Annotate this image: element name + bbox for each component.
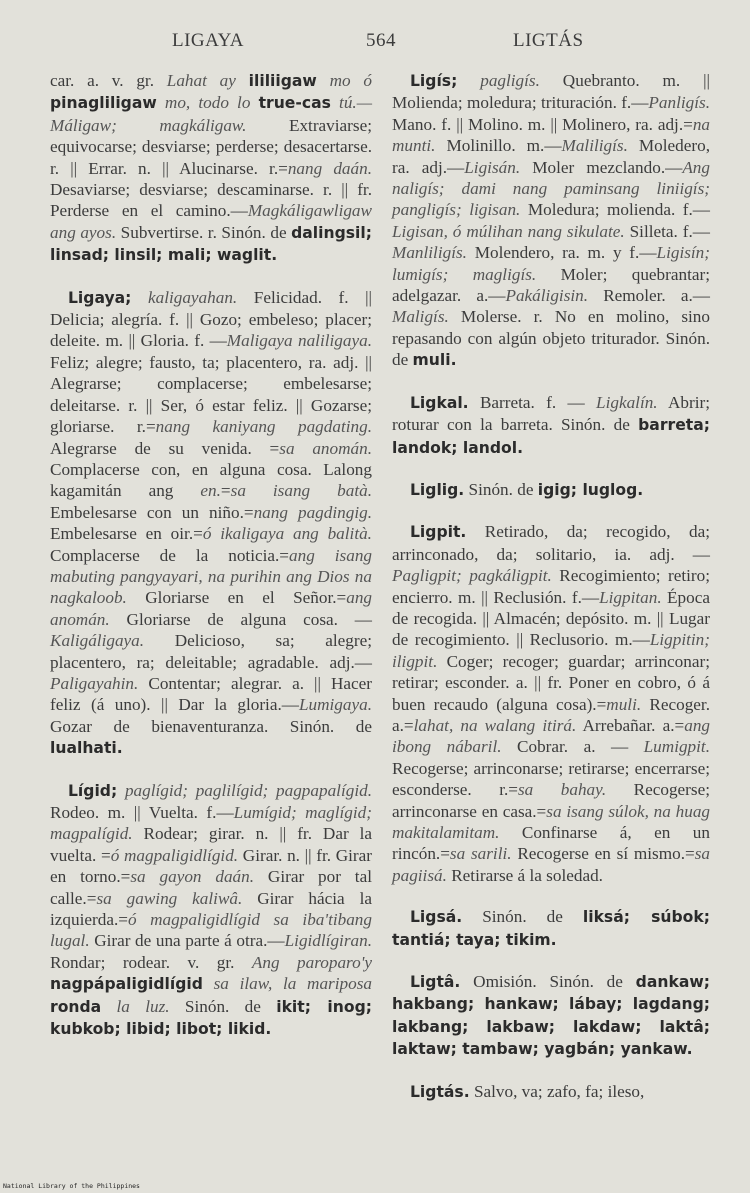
tagalog-form: Ang paroparo'y	[251, 952, 373, 972]
tagalog-form: Ligkalín.	[596, 392, 658, 412]
dictionary-entry: Ligsá. Sinón. de liksá; súbok; tantiá; taya; tikim.	[392, 907, 710, 949]
tagalog-form: Pagligpit; pagkáligpit.	[392, 566, 552, 586]
tagalog-form: ó magpaligidlígid sa iba'tibang lugal.	[50, 910, 372, 951]
bold-term: muli.	[412, 351, 457, 370]
tagalog-form: sa ilaw, la mariposa	[213, 974, 372, 994]
header-left-word: LIGAYA	[172, 30, 244, 51]
bold-term: pinagliligaw	[50, 94, 157, 113]
tagalog-form: muli.	[606, 694, 642, 714]
tagalog-form: sa sarili.	[449, 844, 512, 864]
tagalog-form: sa anomán.	[279, 438, 372, 458]
headword: Ligtás.	[410, 1082, 470, 1101]
tagalog-form: sa bahay.	[517, 780, 607, 800]
tagalog-form: Manliligís.	[392, 243, 467, 263]
tagalog-form: Ligidlígiran.	[284, 931, 372, 951]
tagalog-form: Ang naligís; dami nang paminsang liniigís; pangligís; ligisan.	[392, 157, 710, 220]
tagalog-form: Panligís.	[648, 93, 710, 113]
tagalog-form: sa isang súlok, na huag makitalamitam.	[392, 801, 711, 842]
bold-term: liksá; súbok; tantiá; taya; tikim.	[392, 908, 710, 949]
headword: Lígid;	[68, 781, 118, 800]
dictionary-entry: Ligpit. Retirado, da; recogido, da; arrinconado, da; solitario, ia. adj. —Pagligpit; pagkáligpit. Recogimiento; retiro; encierro. m. || Reclusión. f.—Ligpitan. Época de recogida. || Almacén; depósito. m. || Lugar de recogimiento. || Reclusorio. m.—Ligpitin; iligpit. Coger; recoger; guardar; arrinconar; retirar; esconder. a. || fr. Poner en cobro, ó á buen recaudo (alguna cosa).=muli. Recoger. a.=lahat, na walang itirá. Arrebañar. a.=ang ibong nábaril. Cobrar. a. — Lumigpit. Recogerse; arrinconarse; retirarse; encerrarse; esconderse. r.=sa bahay. Recogerse; arrinconarse en casa.=sa isang súlok, na huag makitalamitam. Confinarse á, en un rincón.=sa sarili. Recogerse en sí mismo.=sa pagiisá. Retirarse á la soledad.	[392, 522, 711, 885]
tagalog-form: la luz.	[116, 996, 170, 1016]
library-footer: National Library of the Philippines	[3, 1182, 140, 1190]
bold-term: ronda	[50, 997, 102, 1016]
headword: Ligaya;	[68, 288, 132, 307]
tagalog-form: Ligpitan.	[599, 587, 662, 607]
dictionary-entry: Ligtás. Salvo, va; zafo, fa; ileso,	[410, 1081, 645, 1101]
page-number: 564	[366, 30, 396, 51]
dictionary-entry: Ligaya; kaligayahan. Felicidad. f. || Delicia; alegría. f. || Gozo; embeleso; placer; deleite. m. || Gloria. f. —Maligaya naliligaya. Feliz; alegre; fausto, ta; placentero, ra. adj. || Alegrarse; complacerse; embelesarse; deleitarse. r. || Ser, ó estar feliz. || Gozarse; gloriarse. r.=nang kaniyang pagdating. Alegrarse de su venida. =sa anomán. Complacerse con, en alguna cosa. Lalong kagamitán ang en.=sa isang batà. Embelesarse con un niño.=nang pagdingig. Embelesarse en oir.=ó ikaligaya ang balità. Complacerse de la noticia.=ang isang mabuting pangyayari, na purihin ang Dios na nagkaloob. Gloriarse en el Señor.=ang anomán. Gloriarse de alguna cosa. —Kaligáligaya. Delicioso, sa; alegre; placentero, ra; deleitable; agradable. adj.—Paligayahin. Contentar; alegrar. a. || Hacer feliz (á uno). || Dar la gloria.—Lumigaya. Gozar de bienaventuranza. Sinón. de lualhati.	[50, 287, 373, 758]
tagalog-form: ang anomán.	[50, 588, 372, 629]
tagalog-form: Lumigaya.	[298, 695, 372, 715]
bold-term: igig; luglog.	[537, 480, 644, 499]
tagalog-form: sa gawing kaliwâ.	[96, 888, 243, 908]
tagalog-form: kaligayahan.	[147, 287, 238, 307]
tagalog-form: Lumigpit.	[643, 737, 710, 757]
bold-term: lualhati.	[50, 739, 123, 758]
dictionary-entry: Ligtâ. Omisión. Sinón. de dankaw; hakbang; hankaw; lábay; lagdang; lakbang; lakbaw; lakdaw; laktâ; laktaw; tambaw; yagbán; yankaw.	[392, 972, 710, 1059]
bold-term: nagpápaligidlígid	[50, 975, 203, 994]
tagalog-form: na munti.	[392, 114, 710, 156]
tagalog-form: mo ó	[329, 71, 372, 90]
header-right-word: LIGTÁS	[513, 30, 584, 51]
tagalog-form: ang isang mabuting pangyayari, na purihin ang Dios na nagkaloob.	[50, 545, 373, 608]
tagalog-form: Paligayahin.	[50, 673, 139, 693]
tagalog-form: Lahat ay	[166, 71, 236, 90]
tagalog-form: nang kaniyang pagdating.	[155, 417, 372, 437]
tagalog-form: Maliligís.	[561, 136, 628, 156]
left-column	[50, 70, 372, 1060]
tagalog-form: en.	[200, 481, 221, 501]
bold-term: barreta; landok; landol.	[392, 416, 710, 457]
tagalog-form: Pakáligisin.	[505, 286, 589, 306]
dictionary-entry: Ligkal. Barreta. f. — Ligkalín. Abrir; roturar con la barreta. Sinón. de barreta; landok; landol.	[392, 392, 710, 457]
tagalog-form: mo, todo lo	[164, 93, 251, 113]
tagalog-form: tú.—Máligaw; magkáligaw.	[50, 93, 372, 135]
dictionary-entry: car. a. v. gr. Lahat ay ililiigaw mo ó pinagliligaw mo, todo lo true-cas tú.—Máligaw; magkáligaw. Extraviarse; equivocarse; desviarse; perderse; desacertarse. r. || Errar. n. || Alucinarse. r.=nang daán. Desaviarse; desviarse; descaminarse. r. || fr. Perderse en el camino.—Magkáligawligaw ang ayos. Subvertirse. r. Sinón. de dalingsil; linsad; linsil; mali; waglit.	[50, 71, 373, 265]
dictionary-entry: Liglig. Sinón. de igig; luglog.	[410, 479, 644, 499]
bold-term: dalingsil; linsad; linsil; mali; waglit.	[50, 223, 372, 265]
tagalog-form: Magkáligawligaw ang ayos.	[50, 201, 372, 242]
headword: Liglig.	[410, 480, 465, 499]
tagalog-form: sa pagiisá.	[392, 844, 710, 885]
tagalog-form: Maligís.	[392, 307, 449, 327]
headword: Ligsá.	[410, 908, 463, 927]
tagalog-form: nang pagdingig.	[253, 502, 372, 522]
tagalog-form: pagligís.	[480, 71, 540, 90]
tagalog-form: ó magpaligidlígid.	[110, 845, 239, 865]
tagalog-form: lahat, na walang itirá.	[413, 715, 577, 735]
tagalog-form: paglígid; paglilígid; pagpapalígid.	[124, 780, 372, 800]
tagalog-form: sa isang batà.	[230, 481, 372, 501]
bold-term: true-cas	[258, 94, 331, 113]
tagalog-form: Ligisán.	[464, 157, 521, 177]
headword: Ligís;	[410, 72, 458, 90]
tagalog-form: Ligisín; lumigís; magligís.	[392, 243, 710, 284]
tagalog-form: sa gayon daán.	[130, 867, 255, 887]
tagalog-form: ang ibong nábaril.	[392, 715, 710, 757]
tagalog-form: Ligpitin; iligpit.	[392, 630, 710, 671]
tagalog-form: ó ikaligaya ang balità.	[202, 524, 372, 544]
bold-term: ikit; inog; kubkob; libid; libot; likid.	[50, 997, 372, 1039]
dictionary-entry: Ligís; pagligís. Quebranto. m. || Molienda; moledura; trituración. f.—Panligís. Mano. f. || Molino. m. || Molinero, ra. adj.=na munti. Molinillo. m.—Maliligís. Moledero, ra. adj.—Ligisán. Moler mezclando.—Ang naligís; dami nang paminsang liniigís; pangligís; ligisan. Moledura; molienda. f.—Ligisan, ó múlihan nang sikulate. Silleta. f.—Manliligís. Molendero, ra. m. y f.—Ligisín; lumigís; magligís. Moler; quebrantar; adelgazar. a.—Pakáligisin. Remoler. a.—Maligís. Molerse. r. No en molino, sino repasando con algún objeto triturador. Sinón. de muli.	[392, 71, 711, 370]
headword: Ligkal.	[410, 393, 469, 412]
running-header	[0, 30, 750, 60]
tagalog-form: Lumígid; maglígid; magpalígid.	[50, 803, 372, 844]
right-column	[392, 70, 710, 1123]
headword: Ligpit.	[410, 523, 467, 542]
headword: Ligtâ.	[410, 973, 461, 992]
tagalog-form: Kaligáligaya.	[50, 631, 145, 651]
dictionary-entry: Lígid; paglígid; paglilígid; pagpapalígid. Rodeo. m. || Vuelta. f.—Lumígid; maglígid; magpalígid. Rodear; girar. n. || fr. Dar la vuelta. =ó magpaligidlígid. Girar. n. || fr. Girar en torno.=sa gayon daán. Girar por tal calle.=sa gawing kaliwâ. Girar hácia la izquierda.=ó magpaligidlígid sa iba'tibang lugal. Girar de una parte á otra.—Ligidlígiran. Rondar; rodear. v. gr. Ang paroparo'y nagpápaligidlígid sa ilaw, la mariposa ronda la luz. Sinón. de ikit; inog; kubkob; libid; libot; likid.	[50, 780, 373, 1039]
tagalog-form: nang daán.	[287, 158, 373, 178]
tagalog-form: Ligisan, ó múlihan nang sikulate.	[392, 221, 625, 241]
headword: ililiigaw	[248, 72, 317, 90]
tagalog-form: Maligaya naliligaya.	[226, 331, 372, 351]
bold-term: dankaw; hakbang; hankaw; lábay; lagdang; lakbang; lakbaw; lakdaw; laktâ; laktaw; tambaw; yagbán; yankaw.	[392, 973, 710, 1059]
